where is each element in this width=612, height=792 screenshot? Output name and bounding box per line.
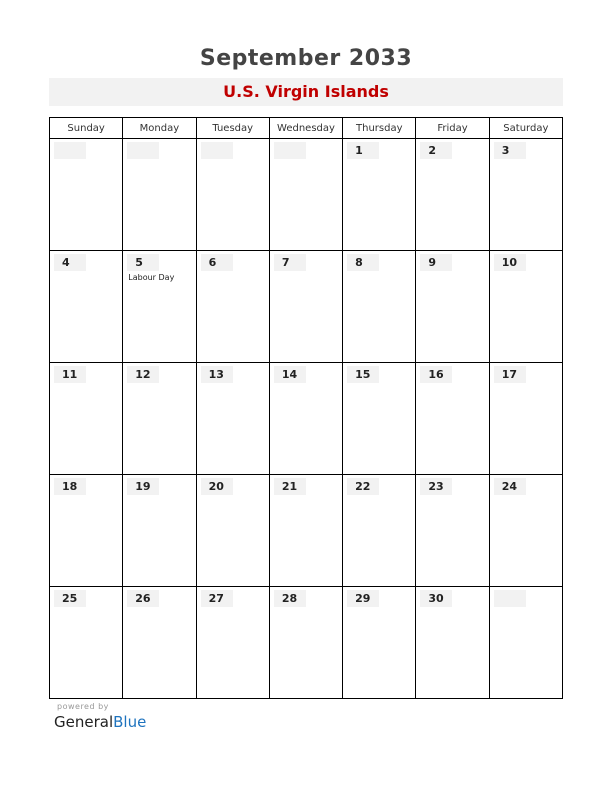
week-row bbox=[50, 139, 563, 251]
calendar-title: September 2033 bbox=[199, 46, 413, 71]
day-number: 24 bbox=[494, 478, 526, 495]
weekday-friday: Friday bbox=[416, 118, 489, 139]
week-row bbox=[50, 587, 563, 699]
day-cell bbox=[269, 475, 342, 587]
day-number: 6 bbox=[201, 254, 233, 271]
day-cell bbox=[269, 139, 342, 251]
day-cell bbox=[123, 587, 196, 699]
day-cell bbox=[343, 363, 416, 475]
day-cell bbox=[489, 587, 562, 699]
day-number: 15 bbox=[347, 366, 379, 383]
weekday-saturday: Saturday bbox=[489, 118, 562, 139]
day-cell bbox=[269, 587, 342, 699]
day-cell bbox=[196, 475, 269, 587]
day-number: 19 bbox=[127, 478, 159, 495]
day-number: 26 bbox=[127, 590, 159, 607]
day-cell bbox=[123, 363, 196, 475]
brand-general: General bbox=[54, 713, 114, 731]
day-cell bbox=[50, 251, 123, 363]
day-cell bbox=[50, 587, 123, 699]
day-number: 27 bbox=[201, 590, 233, 607]
day-number: 18 bbox=[54, 478, 86, 495]
day-cell bbox=[196, 251, 269, 363]
day-cell bbox=[489, 475, 562, 587]
day-cell bbox=[50, 363, 123, 475]
week-row bbox=[50, 475, 563, 587]
day-cell bbox=[416, 363, 489, 475]
day-cell bbox=[416, 587, 489, 699]
day-cell bbox=[50, 139, 123, 251]
day-number: 4 bbox=[54, 254, 86, 271]
day-cell bbox=[343, 587, 416, 699]
day-number: 16 bbox=[420, 366, 452, 383]
day-number: 13 bbox=[201, 366, 233, 383]
day-number: 5 bbox=[127, 254, 159, 271]
day-number: 28 bbox=[274, 590, 306, 607]
holiday-label: Labour Day bbox=[128, 273, 175, 282]
week-row bbox=[50, 363, 563, 475]
day-cell bbox=[343, 251, 416, 363]
day-cell bbox=[196, 139, 269, 251]
day-number: 21 bbox=[274, 478, 306, 495]
day-number: 20 bbox=[201, 478, 233, 495]
day-cell bbox=[196, 363, 269, 475]
day-number: 11 bbox=[54, 366, 86, 383]
day-cell bbox=[489, 139, 562, 251]
day-number: 7 bbox=[274, 254, 306, 271]
day-number: 29 bbox=[347, 590, 379, 607]
day-cell bbox=[489, 251, 562, 363]
day-cell bbox=[123, 251, 196, 363]
day-number: 14 bbox=[274, 366, 306, 383]
day-cell bbox=[196, 587, 269, 699]
day-number bbox=[127, 142, 159, 159]
day-number: 25 bbox=[54, 590, 86, 607]
day-number: 12 bbox=[127, 366, 159, 383]
calendar-grid bbox=[49, 117, 563, 699]
region-banner: U.S. Virgin Islands bbox=[49, 78, 563, 106]
day-number: 22 bbox=[347, 478, 379, 495]
day-number bbox=[201, 142, 233, 159]
day-number: 17 bbox=[494, 366, 526, 383]
weekday-thursday: Thursday bbox=[343, 118, 416, 139]
day-number: 3 bbox=[494, 142, 526, 159]
day-number: 9 bbox=[420, 254, 452, 271]
weekday-header-row bbox=[50, 118, 563, 139]
day-cell bbox=[416, 475, 489, 587]
generalblue-logo[interactable] bbox=[54, 713, 146, 731]
day-number: 30 bbox=[420, 590, 452, 607]
weekday-sunday: Sunday bbox=[50, 118, 123, 139]
day-number bbox=[274, 142, 306, 159]
powered-by-text: powered by bbox=[57, 702, 109, 711]
day-cell bbox=[343, 475, 416, 587]
day-cell bbox=[416, 139, 489, 251]
day-cell bbox=[416, 251, 489, 363]
weekday-tuesday: Tuesday bbox=[196, 118, 269, 139]
day-cell bbox=[269, 363, 342, 475]
day-number: 2 bbox=[420, 142, 452, 159]
day-cell bbox=[123, 475, 196, 587]
week-row bbox=[50, 251, 563, 363]
day-number bbox=[54, 142, 86, 159]
day-cell bbox=[269, 251, 342, 363]
day-number: 1 bbox=[347, 142, 379, 159]
weekday-monday: Monday bbox=[123, 118, 196, 139]
day-number: 23 bbox=[420, 478, 452, 495]
day-cell bbox=[343, 139, 416, 251]
weekday-wednesday: Wednesday bbox=[269, 118, 342, 139]
brand-blue: Blue bbox=[113, 713, 147, 731]
day-cell bbox=[489, 363, 562, 475]
day-cell bbox=[50, 475, 123, 587]
day-number: 8 bbox=[347, 254, 379, 271]
day-number bbox=[494, 590, 526, 607]
day-number: 10 bbox=[494, 254, 526, 271]
day-cell bbox=[123, 139, 196, 251]
